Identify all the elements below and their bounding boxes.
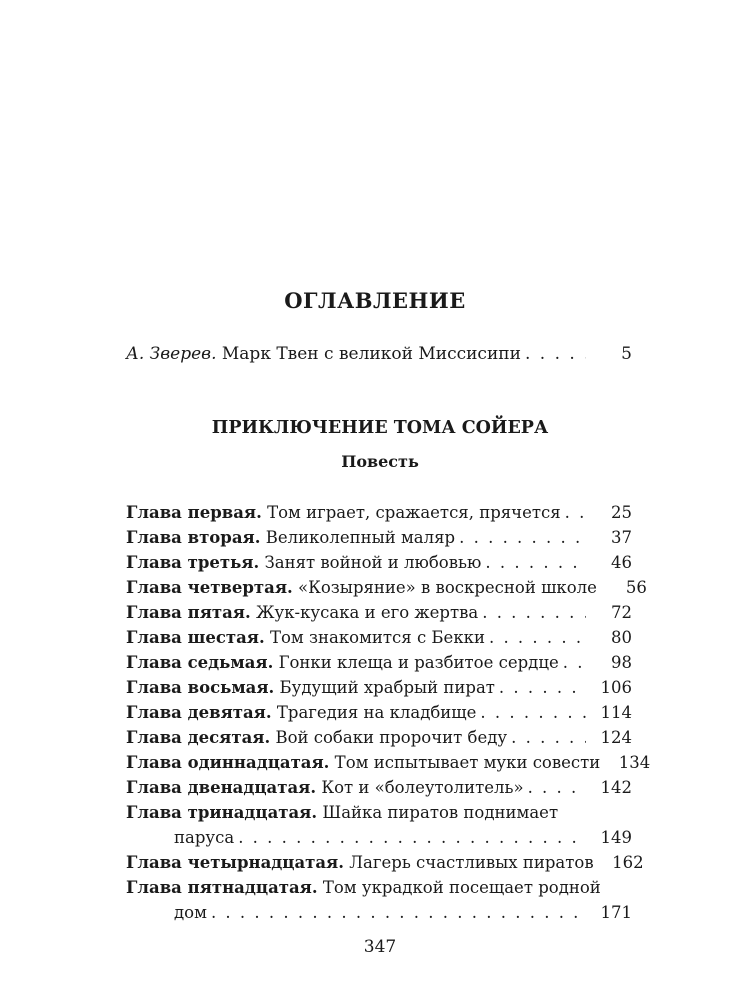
chapter-title-continuation: дом bbox=[174, 903, 207, 922]
page-number: 149 bbox=[600, 828, 632, 847]
dot-leader bbox=[238, 828, 586, 847]
chapter-title: Гонки клеща и разбитое сердце bbox=[273, 653, 559, 672]
toc-entry-chapter-3[interactable] bbox=[126, 553, 632, 572]
chapter-label: Глава восьмая. bbox=[126, 678, 275, 697]
chapter-label: Глава вторая. bbox=[126, 528, 261, 547]
page-number: 80 bbox=[611, 628, 632, 647]
page-number: 37 bbox=[611, 528, 632, 547]
chapter-title: Том играет, сражается, прячется bbox=[261, 503, 561, 522]
chapter-title: Том украдкой посещает родной bbox=[317, 878, 601, 897]
page-number: 25 bbox=[611, 503, 632, 522]
toc-entry-chapter-10[interactable] bbox=[126, 728, 632, 747]
chapter-title: Том испытывает муки совести bbox=[329, 753, 601, 772]
intro-title: Марк Твен с великой Миссисипи bbox=[216, 344, 521, 364]
chapter-label: Глава одиннадцатая. bbox=[126, 753, 330, 772]
page-number: 56 bbox=[625, 578, 647, 597]
chapter-title-continuation: паруса bbox=[174, 828, 235, 847]
chapter-label: Глава пятая. bbox=[126, 603, 251, 622]
page-number: 46 bbox=[611, 553, 632, 572]
folio-page-number: 347 bbox=[363, 937, 397, 957]
page-number: 98 bbox=[611, 653, 632, 672]
toc-entry-chapter-4[interactable] bbox=[126, 578, 647, 597]
chapter-title: Том знакомится с Бекки bbox=[264, 628, 485, 647]
chapter-label: Глава пятнадцатая. bbox=[126, 878, 318, 897]
page-number: 5 bbox=[621, 344, 632, 364]
toc-entry-chapter-15-continuation[interactable] bbox=[126, 903, 632, 922]
toc-entry-chapter-13-continuation[interactable] bbox=[126, 828, 632, 847]
work-subtitle: Повесть bbox=[341, 452, 419, 471]
page-number: 171 bbox=[600, 903, 632, 922]
toc-entry-chapter-1[interactable] bbox=[126, 503, 632, 522]
chapter-label: Глава девятая. bbox=[126, 703, 272, 722]
dot-leader bbox=[459, 528, 586, 547]
chapter-title: Шайка пиратов поднимает bbox=[317, 803, 559, 822]
toc-entry-chapter-15[interactable] bbox=[126, 878, 632, 897]
chapter-title: Вой собаки пророчит беду bbox=[270, 728, 508, 747]
toc-entry-chapter-14[interactable] bbox=[126, 853, 644, 872]
toc-entry-intro[interactable] bbox=[126, 344, 632, 364]
chapter-label: Глава шестая. bbox=[126, 628, 265, 647]
dot-leader bbox=[528, 778, 586, 797]
toc-entry-chapter-9[interactable] bbox=[126, 703, 632, 722]
toc-entry-chapter-11[interactable] bbox=[126, 753, 651, 772]
page-number: 124 bbox=[600, 728, 632, 747]
dot-leader bbox=[525, 344, 586, 364]
dot-leader bbox=[511, 728, 586, 747]
chapter-title: Будущий храбрый пират bbox=[274, 678, 495, 697]
toc-heading: ОГЛАВЛЕНИЕ bbox=[284, 288, 466, 313]
chapter-label: Глава двенадцатая. bbox=[126, 778, 317, 797]
dot-leader bbox=[499, 678, 586, 697]
chapter-label: Глава первая. bbox=[126, 503, 262, 522]
chapter-label: Глава десятая. bbox=[126, 728, 271, 747]
chapter-label: Глава четырнадцатая. bbox=[126, 853, 344, 872]
toc-entry-chapter-2[interactable] bbox=[126, 528, 632, 547]
dot-leader bbox=[480, 703, 586, 722]
work-title: ПРИКЛЮЧЕНИЕ ТОМА СОЙЕРА bbox=[211, 418, 549, 438]
chapter-title: Трагедия на кладбище bbox=[271, 703, 477, 722]
chapter-title: Кот и «болеутолитель» bbox=[316, 778, 524, 797]
chapter-title: Жук-кусака и его жертва bbox=[250, 603, 479, 622]
chapter-title: «Козыряние» в воскресной школе bbox=[292, 578, 597, 597]
toc-entry-chapter-6[interactable] bbox=[126, 628, 632, 647]
dot-leader bbox=[211, 903, 586, 922]
toc-entry-chapter-12[interactable] bbox=[126, 778, 632, 797]
chapter-label: Глава тринадцатая. bbox=[126, 803, 318, 822]
dot-leader bbox=[563, 653, 586, 672]
page-number: 114 bbox=[600, 703, 632, 722]
chapter-title: Великолепный маляр bbox=[260, 528, 456, 547]
dot-leader bbox=[485, 553, 586, 572]
toc-entry-chapter-5[interactable] bbox=[126, 603, 632, 622]
page-number: 162 bbox=[612, 853, 644, 872]
page-number: 106 bbox=[600, 678, 632, 697]
page-number: 142 bbox=[600, 778, 632, 797]
dot-leader bbox=[565, 503, 586, 522]
chapter-label: Глава седьмая. bbox=[126, 653, 274, 672]
page-number: 72 bbox=[611, 603, 632, 622]
page-number: 134 bbox=[618, 753, 651, 772]
toc-entry-chapter-8[interactable] bbox=[126, 678, 632, 697]
chapter-title: Лагерь счастливых пиратов bbox=[344, 853, 594, 872]
dot-leader bbox=[489, 628, 586, 647]
chapter-label: Глава четвертая. bbox=[126, 578, 293, 597]
intro-author: А. Зверев. bbox=[126, 344, 217, 364]
toc-entry-chapter-13[interactable] bbox=[126, 803, 632, 822]
toc-entry-chapter-7[interactable] bbox=[126, 653, 632, 672]
chapter-title: Занят войной и любовью bbox=[259, 553, 482, 572]
dot-leader bbox=[482, 603, 586, 622]
chapter-label: Глава третья. bbox=[126, 553, 260, 572]
